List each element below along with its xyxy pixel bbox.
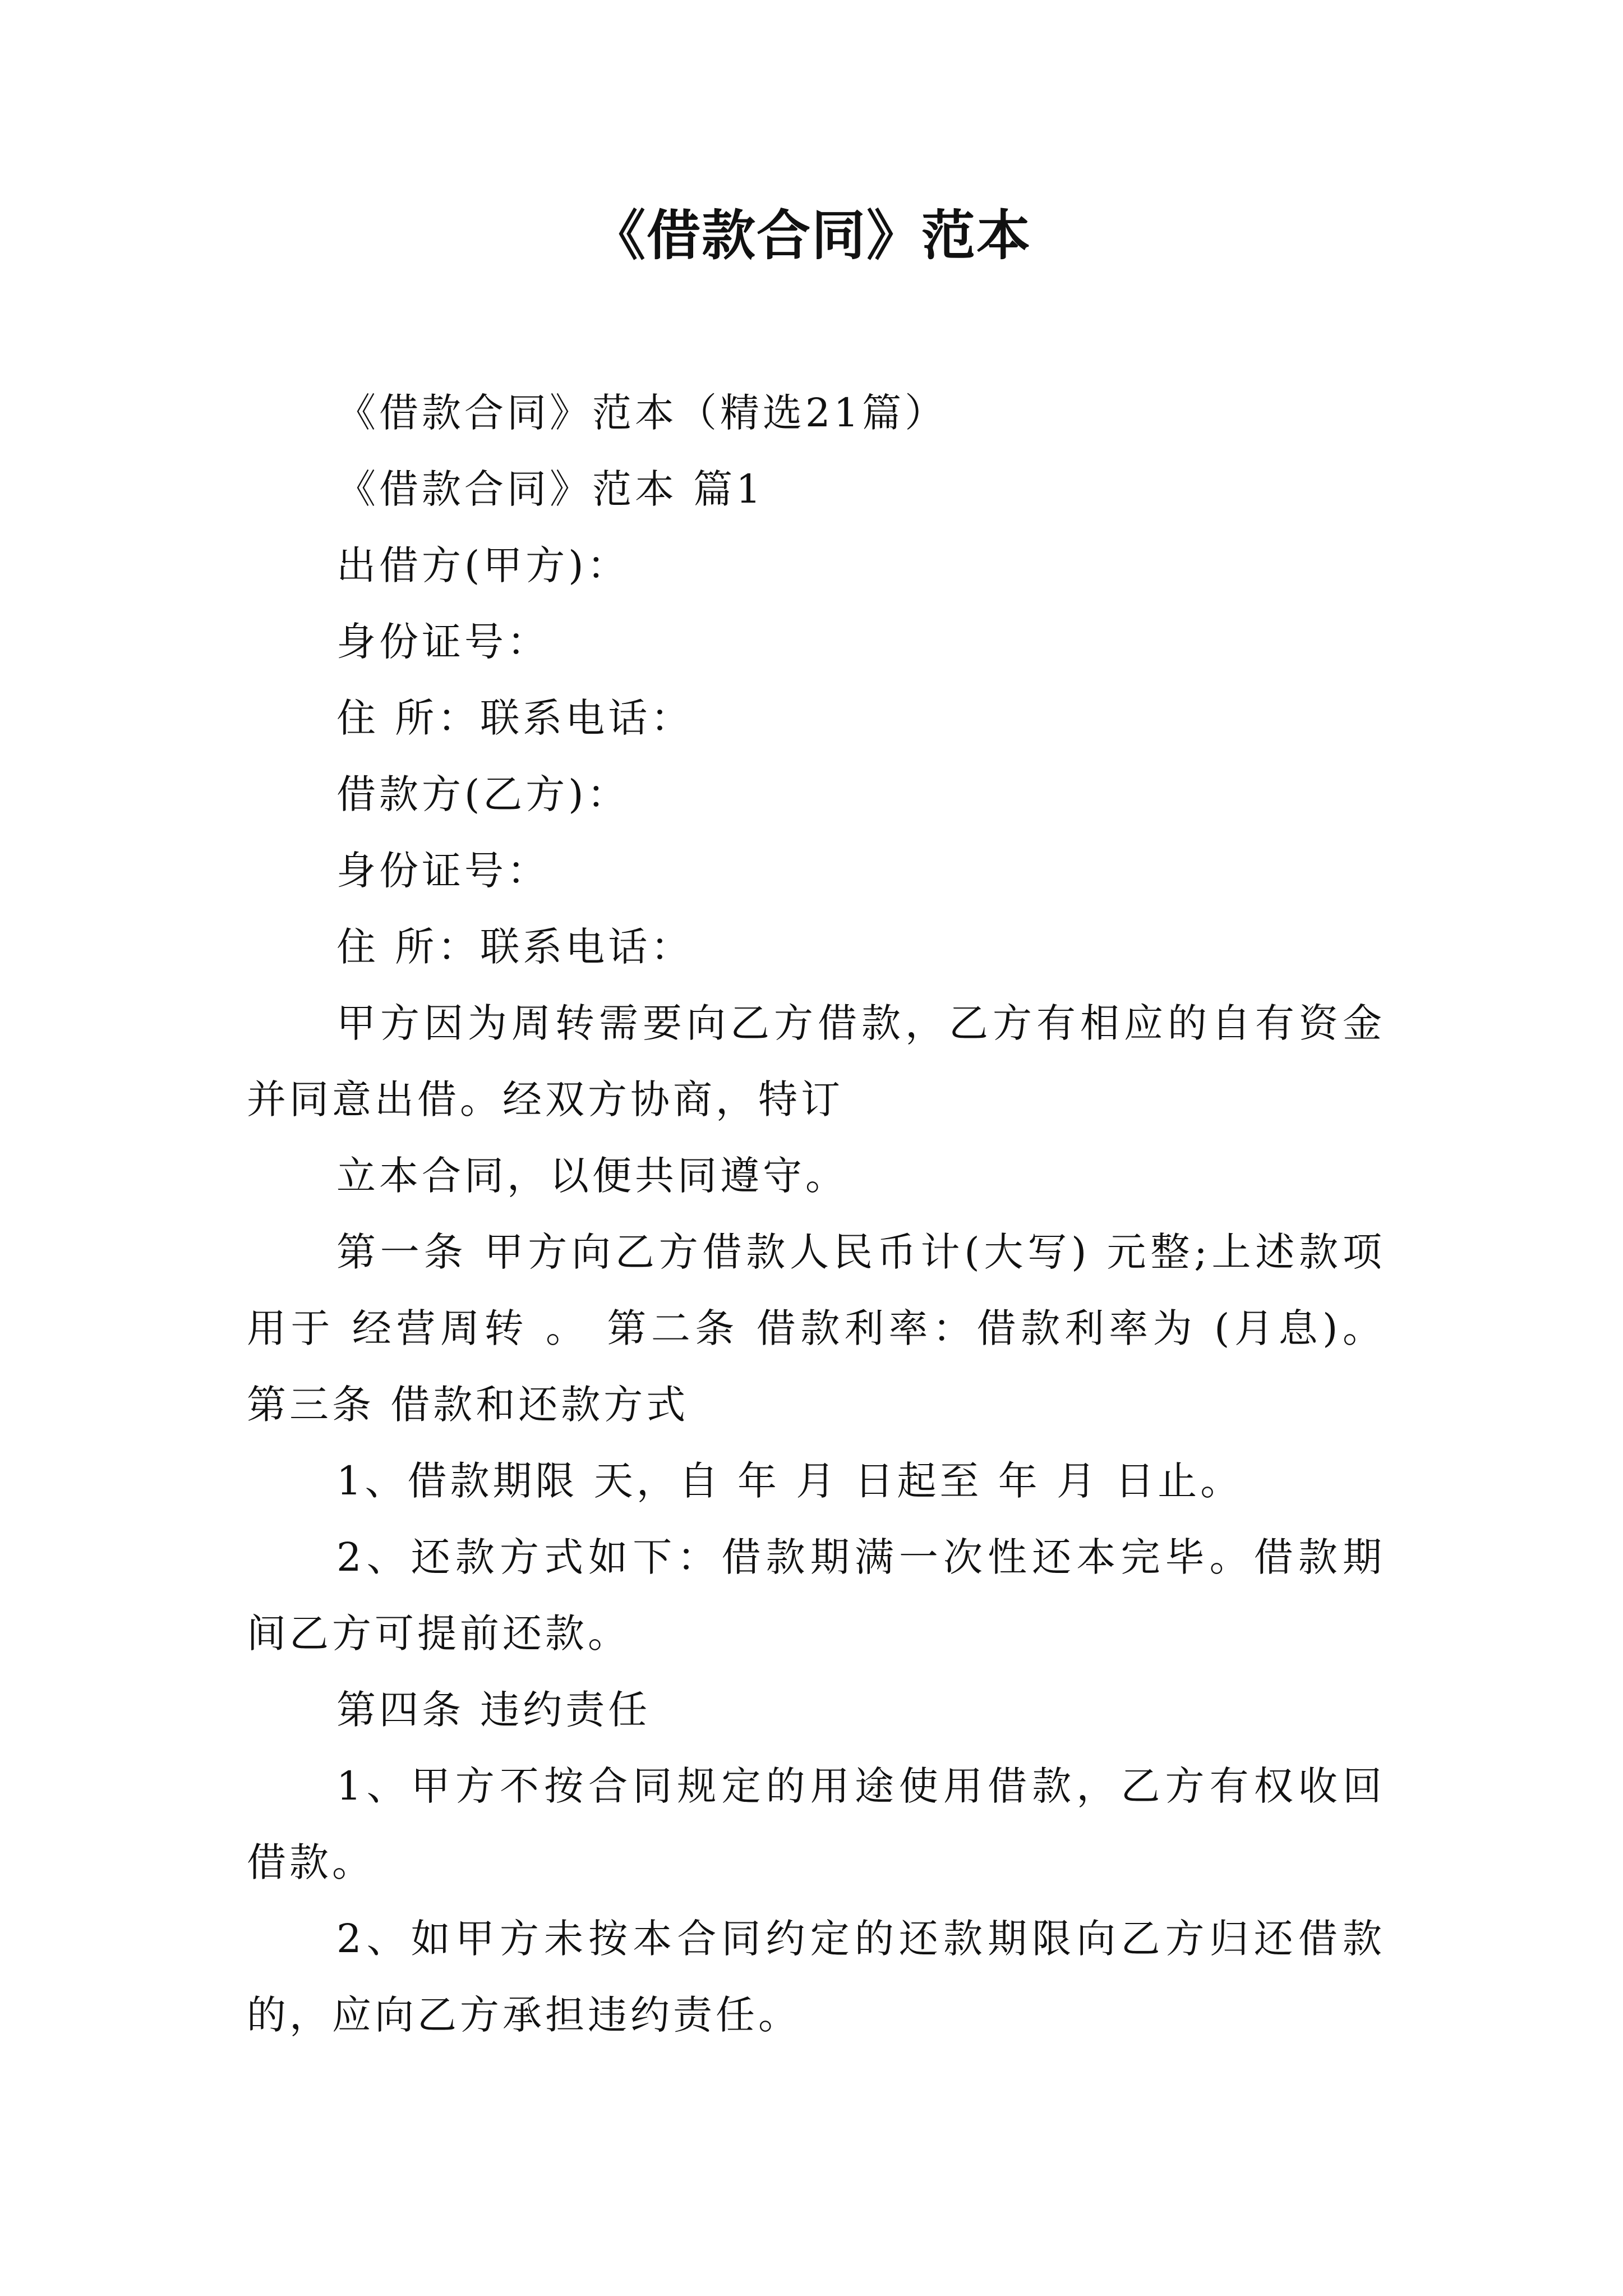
paragraph-lender-address: 住 所：联系电话：: [336, 695, 694, 741]
paragraph-borrower-id: 身份证号：: [336, 848, 550, 894]
paragraph-lender-id: 身份证号：: [336, 619, 550, 665]
paragraph-articles-1-3: 第一条 甲方向乙方借款人民币计(大写) 元整;上述款项用于 经营周转 。 第二条 借款利率：借款利率为 (月息)。 第三条 借款和还款方式: [247, 1229, 1385, 1428]
paragraph-subtitle: 《借款合同》范本（精选21篇）: [336, 390, 948, 436]
document-title: 《借款合同》范本: [592, 204, 1031, 267]
paragraph-breach-1: 1、甲方不按合同规定的用途使用借款，乙方有权收回借款。: [247, 1763, 1385, 1885]
paragraph-section-heading: 《借款合同》范本 篇1: [336, 466, 764, 512]
paragraph-preamble-end: 立本合同，以便共同遵守。: [336, 1153, 848, 1199]
document-body: [247, 375, 1385, 2053]
paragraph-article-4-heading: 第四条 违约责任: [336, 1687, 651, 1733]
paragraph-lender: 出借方(甲方)：: [336, 542, 630, 588]
paragraph-borrower: 借款方(乙方)：: [336, 771, 630, 817]
paragraph-preamble: 甲方因为周转需要向乙方借款，乙方有相应的自有资金并同意出借。经双方协商，特订: [247, 1000, 1385, 1122]
paragraph-breach-2: 2、如甲方未按本合同约定的还款期限向乙方归还借款的，应向乙方承担违约责任。: [247, 1916, 1385, 2038]
paragraph-repayment: 2、还款方式如下：借款期满一次性还本完毕。借款期间乙方可提前还款。: [247, 1534, 1385, 1657]
paragraph-loan-term: 1、借款期限 天，自 年 月 日起至 年 月 日止。: [336, 1458, 1243, 1504]
paragraph-borrower-address: 住 所：联系电话：: [336, 924, 694, 970]
